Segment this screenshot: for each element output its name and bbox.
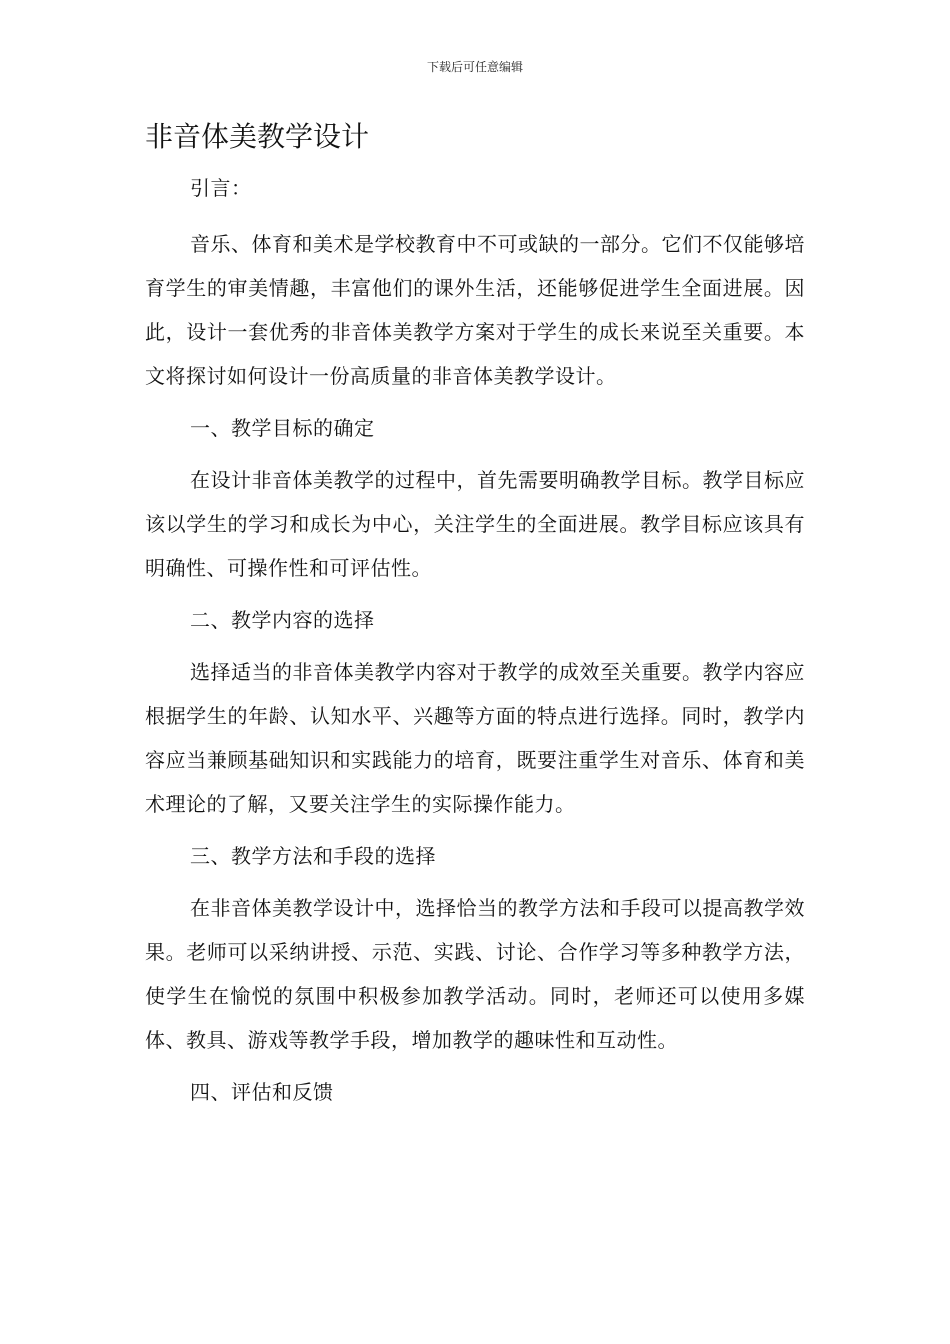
document-title: 非音体美教学设计: [145, 120, 370, 153]
intro-paragraph: 音乐、体育和美术是学校教育中不可或缺的一部分。它们不仅能够培育学生的审美情趣，丰富他们的课外生活，还能够促进学生全面进展。因此，设计一套优秀的非音体美教学方案对于学生的成长来说至关重要。本文将探讨如何设计一份高质量的非音体美教学设计。: [145, 232, 805, 388]
section-1-heading: 一、教学目标的确定: [190, 416, 375, 440]
section-4-heading: 四、评估和反馈: [190, 1080, 334, 1104]
intro-label: 引言：: [190, 176, 252, 200]
section-3-heading: 三、教学方法和手段的选择: [190, 844, 436, 868]
document-body: [145, 166, 805, 1122]
section-1-body: 在设计非音体美教学的过程中，首先需要明确教学目标。教学目标应该以学生的学习和成长为中心，关注学生的全面进展。教学目标应该具有明确性、可操作性和可评估性。: [145, 468, 805, 580]
page-header-note: 下载后可任意编辑: [426, 60, 523, 74]
section-2-heading: 二、教学内容的选择: [190, 608, 375, 632]
section-2-body: 选择适当的非音体美教学内容对于教学的成效至关重要。教学内容应根据学生的年龄、认知水平、兴趣等方面的特点进行选择。同时，教学内容应当兼顾基础知识和实践能力的培育，既要注重学生对音乐、体育和美术理论的了解，又要关注学生的实际操作能力。: [145, 660, 805, 816]
section-3-body: 在非音体美教学设计中，选择恰当的教学方法和手段可以提高教学效果。老师可以采纳讲授、示范、实践、讨论、合作学习等多种教学方法，使学生在愉悦的氛围中积极参加教学活动。同时，老师还可以使用多媒体、教具、游戏等教学手段，增加教学的趣味性和互动性。: [145, 896, 805, 1052]
